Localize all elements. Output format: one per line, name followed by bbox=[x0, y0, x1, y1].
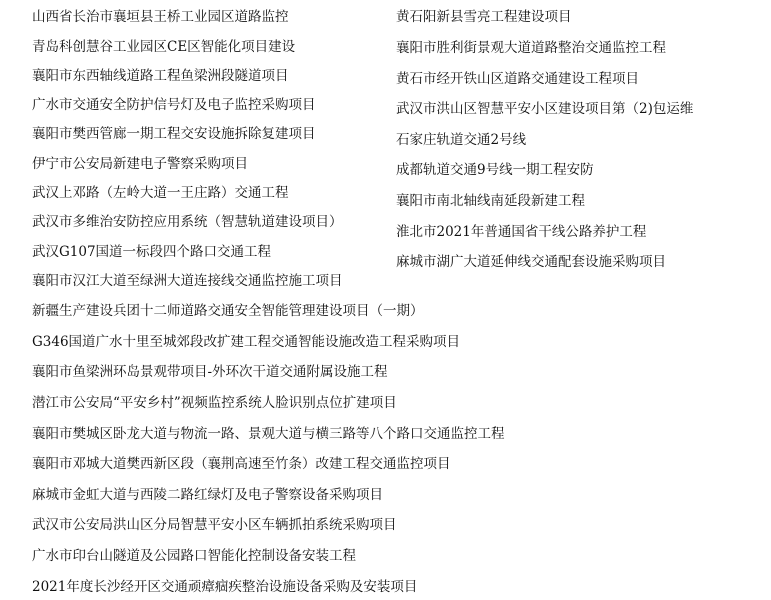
project-item: 广水市交通安全防护信号灯及电子监控采购项目 bbox=[32, 97, 316, 113]
project-item: 襄阳市樊城区卧龙大道与物流一路、景观大道与横三路等八个路口交通监控工程 bbox=[32, 426, 505, 442]
project-item: 武汉上邓路（左岭大道一王庄路）交通工程 bbox=[32, 185, 289, 201]
project-item: 麻城市金虹大道与西陵二路红绿灯及电子警察设备采购项目 bbox=[32, 487, 383, 503]
project-item: 武汉市多维治安防控应用系统（智慧轨道建设项目） bbox=[32, 214, 343, 230]
project-item: 山西省长治市襄垣县王桥工业园区道路监控 bbox=[32, 9, 289, 25]
project-item: 黄石阳新县雪亮工程建设项目 bbox=[396, 9, 572, 25]
project-item: 襄阳市邓城大道樊西新区段（襄荆高速至竹条）改建工程交通监控项目 bbox=[32, 456, 451, 472]
project-item: G346国道广水十里至城郊段改扩建工程交通智能设施改造工程采购项目 bbox=[32, 334, 461, 350]
project-item: 麻城市湖广大道延伸线交通配套设施采购项目 bbox=[396, 254, 666, 270]
project-item: 襄阳市胜利街景观大道道路整治交通监控工程 bbox=[396, 40, 666, 56]
project-item: 广水市印台山隧道及公园路口智能化控制设备安装工程 bbox=[32, 548, 356, 564]
project-item: 襄阳市汉江大道至绿洲大道连接线交通监控施工项目 bbox=[32, 273, 343, 289]
project-item: 襄阳市东西轴线道路工程鱼梁洲段隧道项目 bbox=[32, 68, 289, 84]
project-item: 潜江市公安局“平安乡村”视频监控系统人脸识别点位扩建项目 bbox=[32, 395, 397, 411]
project-item: 淮北市2021年普通国省干线公路养护工程 bbox=[396, 224, 647, 240]
project-item: 武汉市公安局洪山区分局智慧平安小区车辆抓拍系统采购项目 bbox=[32, 517, 397, 533]
project-item: 武汉G107国道一标段四个路口交通工程 bbox=[32, 244, 272, 260]
project-item: 青岛科创慧谷工业园区CE区智能化项目建设 bbox=[32, 39, 296, 55]
project-item: 新疆生产建设兵团十二师道路交通安全智能管理建设项目（一期） bbox=[32, 303, 424, 319]
project-item: 成都轨道交通9号线一期工程安防 bbox=[396, 162, 594, 178]
project-item: 黄石市经开铁山区道路交通建设工程项目 bbox=[396, 71, 639, 87]
project-item: 襄阳市鱼梁洲环岛景观带项目-外环次干道交通附属设施工程 bbox=[32, 364, 388, 380]
project-item: 伊宁市公安局新建电子警察采购项目 bbox=[32, 156, 248, 172]
project-item: 石家庄轨道交通2号线 bbox=[396, 132, 527, 148]
project-item: 襄阳市南北轴线南延段新建工程 bbox=[396, 193, 585, 209]
project-item: 武汉市洪山区智慧平安小区建设项目第（2)包运维 bbox=[396, 101, 694, 117]
project-item: 2021年度长沙经开区交通顽瘴痼疾整治设施设备采购及安装项目 bbox=[32, 579, 418, 595]
project-item: 襄阳市樊西管廊一期工程交安设施拆除复建项目 bbox=[32, 126, 316, 142]
